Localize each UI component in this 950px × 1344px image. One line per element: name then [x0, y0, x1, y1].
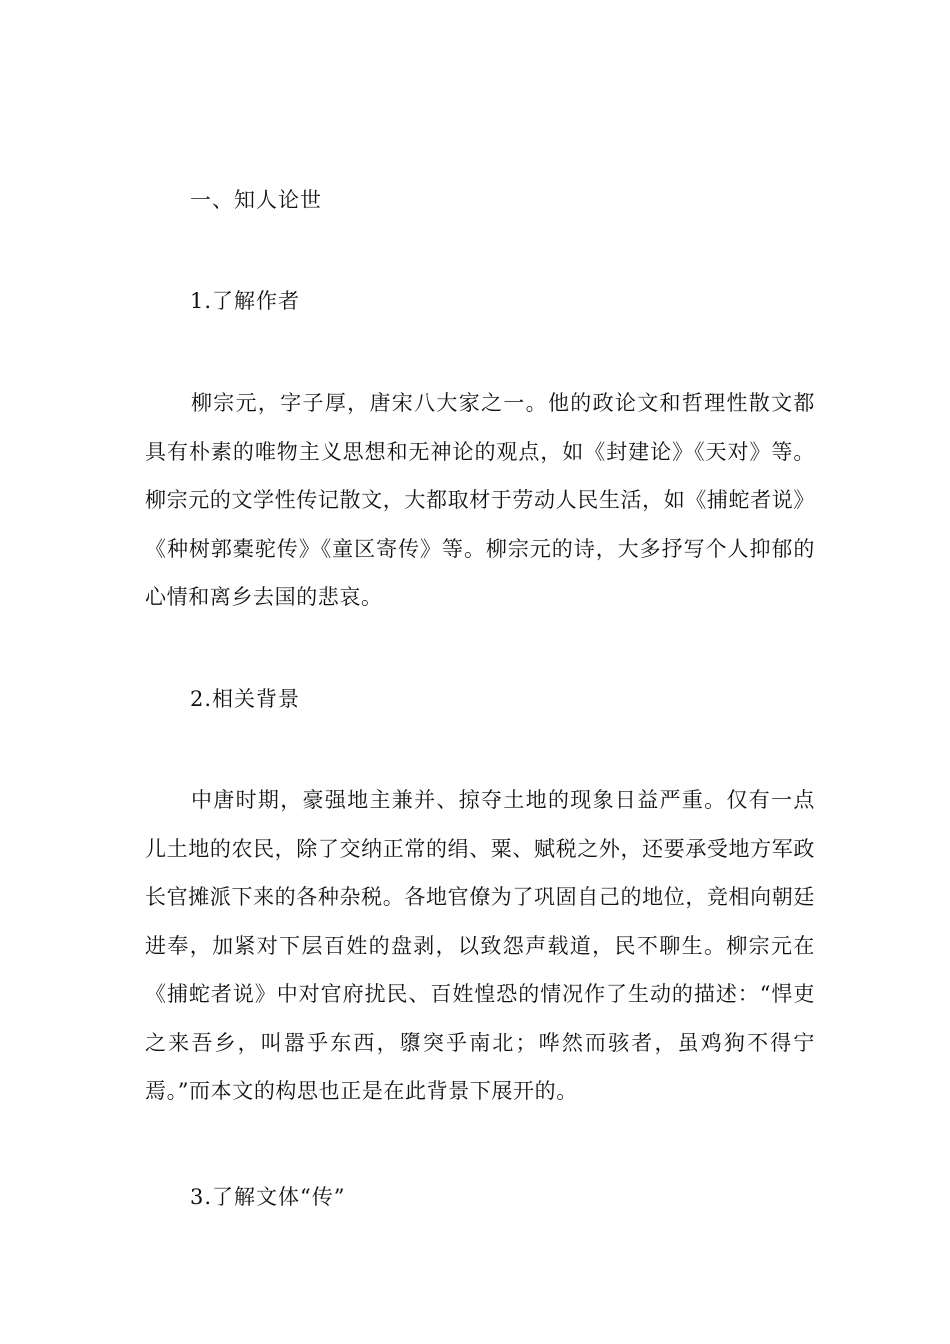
subsection-heading-genre: 3.了解文体“传”: [190, 1185, 346, 1209]
paragraph-background: 中唐时期，豪强地主兼并、掠夺土地的现象日益严重。仅有一点儿土地的农民，除了交纳正常的绢、粟、赋税之外，还要承受地方军政长官摊派下来的各种杂税。各地官僚为了巩固自己的地位，竞相向朝廷进奉，加紧对下层百姓的盘剥，以致怨声载道，民不聊生。柳宗元在《捕蛇者说》中对官府扰民、百姓惶恐的情况作了生动的描述：“悍吏之来吾乡，叫嚣乎东西，隳突乎南北；哗然而骇者，虽鸡狗不得宁焉。”而本文的构思也正是在此背景下展开的。: [145, 788, 815, 1103]
subsection-heading-author: 1.了解作者: [190, 289, 301, 313]
subsection-heading-background: 2.相关背景: [190, 687, 301, 711]
section-title: 一、知人论世: [190, 188, 322, 212]
paragraph-author: 柳宗元，字子厚，唐宋八大家之一。他的政论文和哲理性散文都具有朴素的唯物主义思想和无神论的观点，如《封建论》《天对》等。柳宗元的文学性传记散文，大都取材于劳动人民生活，如《捕蛇者说》《种树郭橐驼传》《童区寄传》等。柳宗元的诗，大多抒写个人抑郁的心情和离乡去国的悲哀。: [145, 391, 815, 609]
